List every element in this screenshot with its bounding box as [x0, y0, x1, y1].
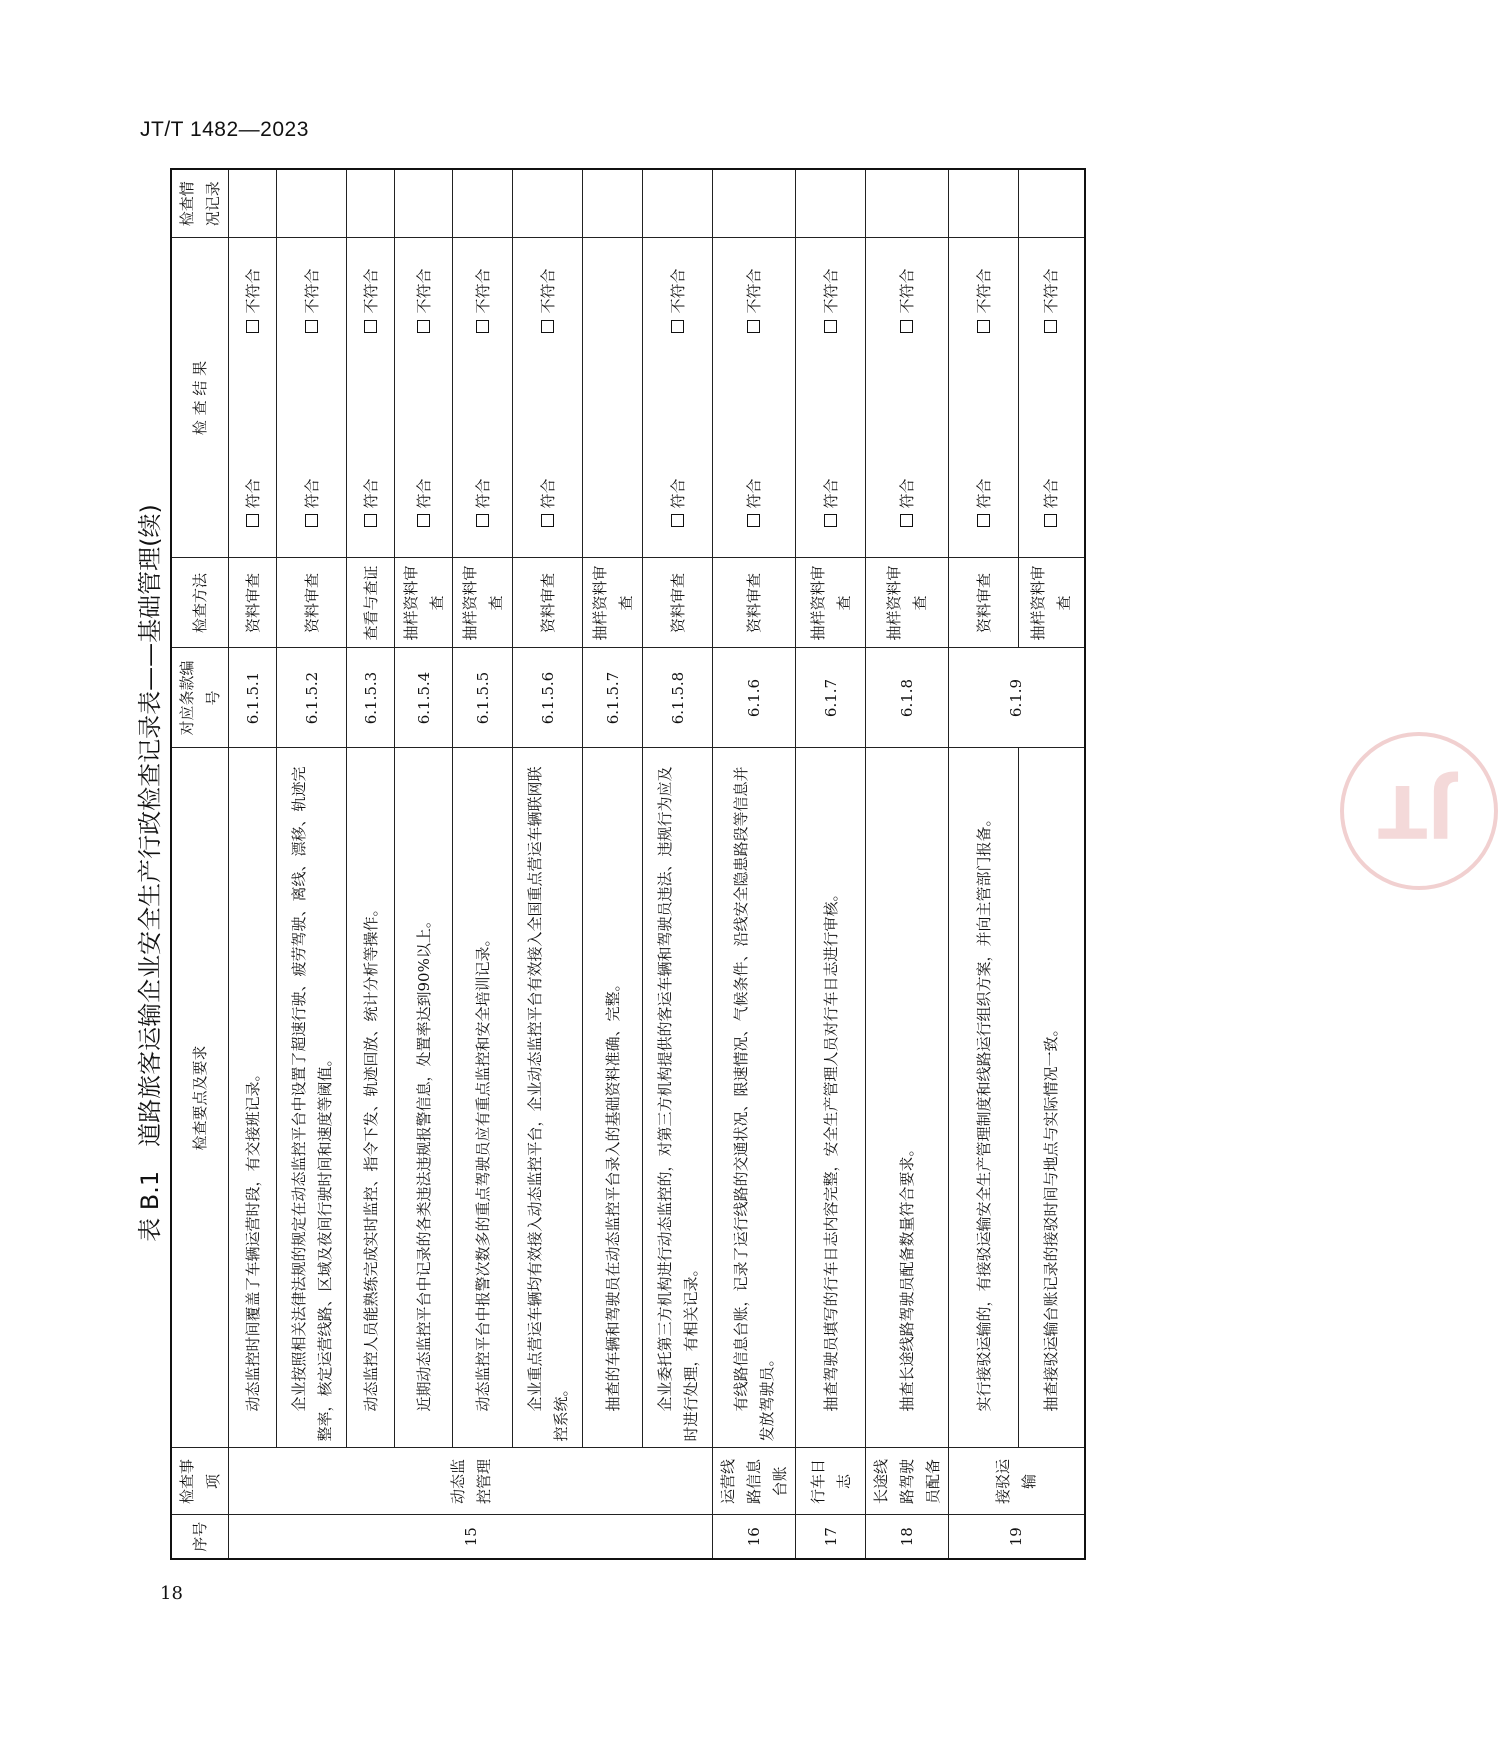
table-row [1019, 169, 1085, 1559]
result-options [535, 245, 561, 552]
requirement-cell: 有线路信息台账，记录了运行线路的交通状况、限速情况、气候条件、沿线安全隐患路段等信息并发放驾驶员。 [713, 748, 796, 1448]
result-options [240, 245, 266, 552]
table-row [395, 169, 453, 1559]
method-cell: 资料审查 [513, 558, 583, 648]
item-cell: 动态监控管理 [229, 1448, 713, 1515]
result-cell [1019, 238, 1085, 558]
checkbox-square-icon [417, 515, 430, 528]
page-number: 18 [160, 1583, 183, 1604]
method-cell: 资料审查 [643, 558, 713, 648]
jt-watermark-logo: JT [1340, 732, 1498, 890]
checkbox-label: 符合 [473, 478, 492, 509]
checkbox-square-icon [824, 320, 837, 333]
result-options [665, 245, 691, 552]
conform-checkbox[interactable] [1038, 478, 1064, 527]
clause-cell: 6.1.5.1 [229, 648, 277, 748]
requirement-cell: 动态监控人员能熟练完成实时监控、指令下发、轨迹回放、统计分析等操作。 [347, 748, 395, 1448]
seq-cell: 16 [713, 1515, 796, 1559]
nonconform-checkbox[interactable] [411, 269, 437, 333]
result-options [411, 245, 437, 552]
clause-cell: 6.1.5.3 [347, 648, 395, 748]
checkbox-square-icon [541, 515, 554, 528]
requirement-cell: 企业重点营运车辆均有效接入动态监控平台，企业动态监控平台有效接入全国重点营运车辆联网联控系统。 [513, 748, 583, 1448]
col-header-result: 检 查 结 果 [171, 238, 229, 558]
col-header-record: 检查情况记录 [171, 169, 229, 238]
clause-cell: 6.1.8 [866, 648, 949, 748]
record-cell[interactable] [513, 169, 583, 238]
checkbox-label: 符合 [898, 478, 916, 509]
table-row [866, 169, 949, 1559]
table-row [513, 169, 583, 1559]
col-header-method: 检查方法 [171, 558, 229, 648]
checkbox-label: 符合 [414, 478, 433, 509]
item-cell: 行车日志 [796, 1448, 866, 1515]
nonconform-checkbox[interactable] [470, 269, 496, 333]
table-row [583, 169, 643, 1559]
nonconform-checkbox[interactable] [240, 269, 266, 333]
requirement-cell: 近期动态监控平台中记录的各类违法违规报警信息，处置率达到90%以上。 [395, 748, 453, 1448]
record-cell[interactable] [796, 169, 866, 238]
checkbox-label: 符合 [745, 478, 763, 509]
checkbox-label: 不符合 [361, 268, 380, 314]
item-cell: 接驳运输 [949, 1448, 1085, 1515]
conform-checkbox[interactable] [971, 478, 997, 527]
table-row [347, 169, 395, 1559]
record-cell[interactable] [453, 169, 513, 238]
conform-checkbox[interactable] [358, 478, 384, 527]
conform-checkbox[interactable] [470, 478, 496, 527]
checkbox-label: 不符合 [538, 268, 557, 314]
checkbox-square-icon [476, 320, 489, 333]
checkbox-square-icon [305, 320, 318, 333]
conform-checkbox[interactable] [411, 478, 437, 527]
seq-cell: 18 [866, 1515, 949, 1559]
seq-cell: 19 [949, 1515, 1085, 1559]
result-options [358, 245, 384, 552]
clause-cell: 6.1.5.8 [643, 648, 713, 748]
col-header-requirements: 检查要点及要求 [171, 748, 229, 1448]
method-cell: 资料审查 [713, 558, 796, 648]
checkbox-label: 符合 [668, 478, 687, 509]
checkbox-square-icon [541, 320, 554, 333]
col-header-clause: 对应条款编号 [171, 648, 229, 748]
checkbox-label: 符合 [361, 478, 380, 509]
method-cell: 抽样资料审查 [796, 558, 866, 648]
result-cell [347, 238, 395, 558]
table-row [277, 169, 347, 1559]
checkbox-square-icon [900, 515, 913, 528]
checkbox-label: 不符合 [974, 268, 993, 314]
record-cell[interactable] [866, 169, 949, 238]
nonconform-checkbox[interactable] [971, 269, 997, 333]
table-row [713, 169, 796, 1559]
clause-cell: 6.1.5.5 [453, 648, 513, 748]
conform-checkbox[interactable] [299, 478, 325, 527]
method-cell: 抽样资料审查 [453, 558, 513, 648]
method-cell: 资料审查 [949, 558, 1019, 648]
method-cell: 抽样资料审查 [1019, 558, 1085, 648]
seq-cell: 15 [229, 1515, 713, 1559]
clause-cell: 6.1.5.4 [395, 648, 453, 748]
checkbox-label: 不符合 [243, 268, 262, 314]
record-cell[interactable] [949, 169, 1019, 238]
result-cell [713, 238, 796, 558]
requirement-cell: 动态监控平台中报警次数多的重点驾驶员应有重点监控和安全培训记录。 [453, 748, 513, 1448]
checkbox-label: 符合 [538, 478, 557, 509]
nonconform-checkbox[interactable] [535, 269, 561, 333]
item-cell: 长途线路驾驶员配备 [866, 1448, 949, 1515]
checkbox-square-icon [671, 320, 684, 333]
result-cell [395, 238, 453, 558]
checkbox-square-icon [671, 515, 684, 528]
requirement-cell: 动态监控时间覆盖了车辆运营时段，有交接班记录。 [229, 748, 277, 1448]
record-cell[interactable] [347, 169, 395, 238]
record-cell[interactable] [277, 169, 347, 238]
result-cell [796, 238, 866, 558]
result-options [470, 245, 496, 552]
seq-cell: 17 [796, 1515, 866, 1559]
checkbox-square-icon [476, 515, 489, 528]
result-cell [513, 238, 583, 558]
table-row [643, 169, 713, 1559]
col-header-item: 检查事项 [171, 1448, 229, 1515]
method-cell: 抽样资料审查 [583, 558, 643, 648]
record-cell[interactable] [395, 169, 453, 238]
checkbox-square-icon [364, 515, 377, 528]
requirement-cell: 抽查驾驶员填写的行车日志内容完整，安全生产管理人员对行车日志进行审核。 [796, 748, 866, 1448]
checkbox-square-icon [1044, 320, 1057, 333]
clause-cell: 6.1.6 [713, 648, 796, 748]
checkbox-square-icon [417, 320, 430, 333]
requirement-cell: 企业按照相关法律法规的规定在动态监控平台中设置了超速行驶、疲劳驾驶、离线、漂移、轨迹完整率，核定运营线路、区域及夜间行驶时间和速度等阈值。 [277, 748, 347, 1448]
nonconform-checkbox[interactable] [1038, 269, 1064, 333]
standard-code: JT/T 1482—2023 [140, 118, 309, 141]
result-options [894, 245, 920, 552]
conform-checkbox[interactable] [741, 478, 767, 527]
nonconform-checkbox[interactable] [358, 269, 384, 333]
requirement-cell: 企业委托第三方机构进行动态监控的，对第三方机构提供的客运车辆和驾驶员违法、违规行为应及时进行处理，有相关记录。 [643, 748, 713, 1448]
requirement-cell: 抽查长途线路驾驶员配备数量符合要求。 [866, 748, 949, 1448]
checkbox-label: 不符合 [473, 268, 492, 314]
checkbox-label: 符合 [1042, 478, 1061, 509]
record-cell[interactable] [583, 169, 643, 238]
checkbox-square-icon [747, 320, 760, 333]
nonconform-checkbox[interactable] [741, 269, 767, 333]
result-cell [583, 238, 643, 558]
checkbox-label: 不符合 [821, 268, 840, 314]
nonconform-checkbox[interactable] [665, 269, 691, 333]
record-cell[interactable] [643, 169, 713, 238]
clause-cell: 6.1.5.7 [583, 648, 643, 748]
result-cell [949, 238, 1019, 558]
result-cell [229, 238, 277, 558]
result-cell [866, 238, 949, 558]
checkbox-square-icon [747, 515, 760, 528]
checkbox-label: 符合 [302, 478, 321, 509]
method-cell: 资料审查 [229, 558, 277, 648]
nonconform-checkbox[interactable] [299, 269, 325, 333]
checkbox-label: 不符合 [668, 268, 687, 314]
method-cell: 抽样资料审查 [866, 558, 949, 648]
checkbox-label: 不符合 [898, 268, 916, 314]
checkbox-label: 符合 [974, 478, 993, 509]
requirement-cell: 实行接驳运输的，有接驳运输安全生产管理制度和线路运行组织方案，并向主管部门报备。 [949, 748, 1019, 1448]
result-options [818, 245, 844, 552]
result-cell [643, 238, 713, 558]
record-cell[interactable] [229, 169, 277, 238]
item-cell: 运营线路信息台账 [713, 1448, 796, 1515]
checkbox-square-icon [364, 320, 377, 333]
nonconform-checkbox[interactable] [818, 269, 844, 333]
conform-checkbox[interactable] [894, 478, 920, 527]
conform-checkbox[interactable] [535, 478, 561, 527]
clause-cell: 6.1.5.6 [513, 648, 583, 748]
conform-checkbox[interactable] [818, 478, 844, 527]
table-header-row [171, 169, 229, 1559]
checkbox-square-icon [900, 320, 913, 333]
result-cell [277, 238, 347, 558]
checkbox-square-icon [824, 515, 837, 528]
checkbox-square-icon [977, 515, 990, 528]
conform-checkbox[interactable] [240, 478, 266, 527]
checkbox-square-icon [977, 320, 990, 333]
inspection-table-rotated [170, 170, 1454, 1560]
result-options [299, 245, 325, 552]
nonconform-checkbox[interactable] [894, 269, 920, 333]
checkbox-label: 符合 [821, 478, 840, 509]
method-cell: 抽样资料审查 [395, 558, 453, 648]
result-options [971, 245, 997, 552]
col-header-seq: 序号 [171, 1515, 229, 1559]
table-row [949, 169, 1019, 1559]
checkbox-square-icon [246, 320, 259, 333]
requirement-cell: 抽查的车辆和驾驶员在动态监控平台录入的基础资料准确、完整。 [583, 748, 643, 1448]
record-cell[interactable] [713, 169, 796, 238]
table-row [796, 169, 866, 1559]
clause-cell: 6.1.5.2 [277, 648, 347, 748]
inspection-table [170, 168, 1086, 1560]
checkbox-label: 不符合 [1042, 268, 1061, 314]
table-row [229, 169, 277, 1559]
method-cell: 资料审查 [277, 558, 347, 648]
table-row [453, 169, 513, 1559]
checkbox-square-icon [246, 515, 259, 528]
conform-checkbox[interactable] [665, 478, 691, 527]
clause-cell: 6.1.7 [796, 648, 866, 748]
checkbox-square-icon [305, 515, 318, 528]
clause-cell: 6.1.9 [949, 648, 1085, 748]
checkbox-label: 不符合 [302, 268, 321, 314]
requirement-cell: 抽查接驳运输台账记录的接驳时间与地点与实际情况一致。 [1019, 748, 1085, 1448]
method-cell: 查看与查证 [347, 558, 395, 648]
result-cell [453, 238, 513, 558]
checkbox-label: 不符合 [745, 268, 763, 314]
result-options [741, 245, 767, 552]
record-cell[interactable] [1019, 169, 1085, 238]
checkbox-label: 不符合 [414, 268, 433, 314]
result-options [1038, 245, 1064, 552]
checkbox-square-icon [1044, 515, 1057, 528]
checkbox-label: 符合 [243, 478, 262, 509]
table-title: 表 B.1 道路旅客运输企业安全生产行政检查记录表——基础管理(续) [136, 504, 164, 1242]
